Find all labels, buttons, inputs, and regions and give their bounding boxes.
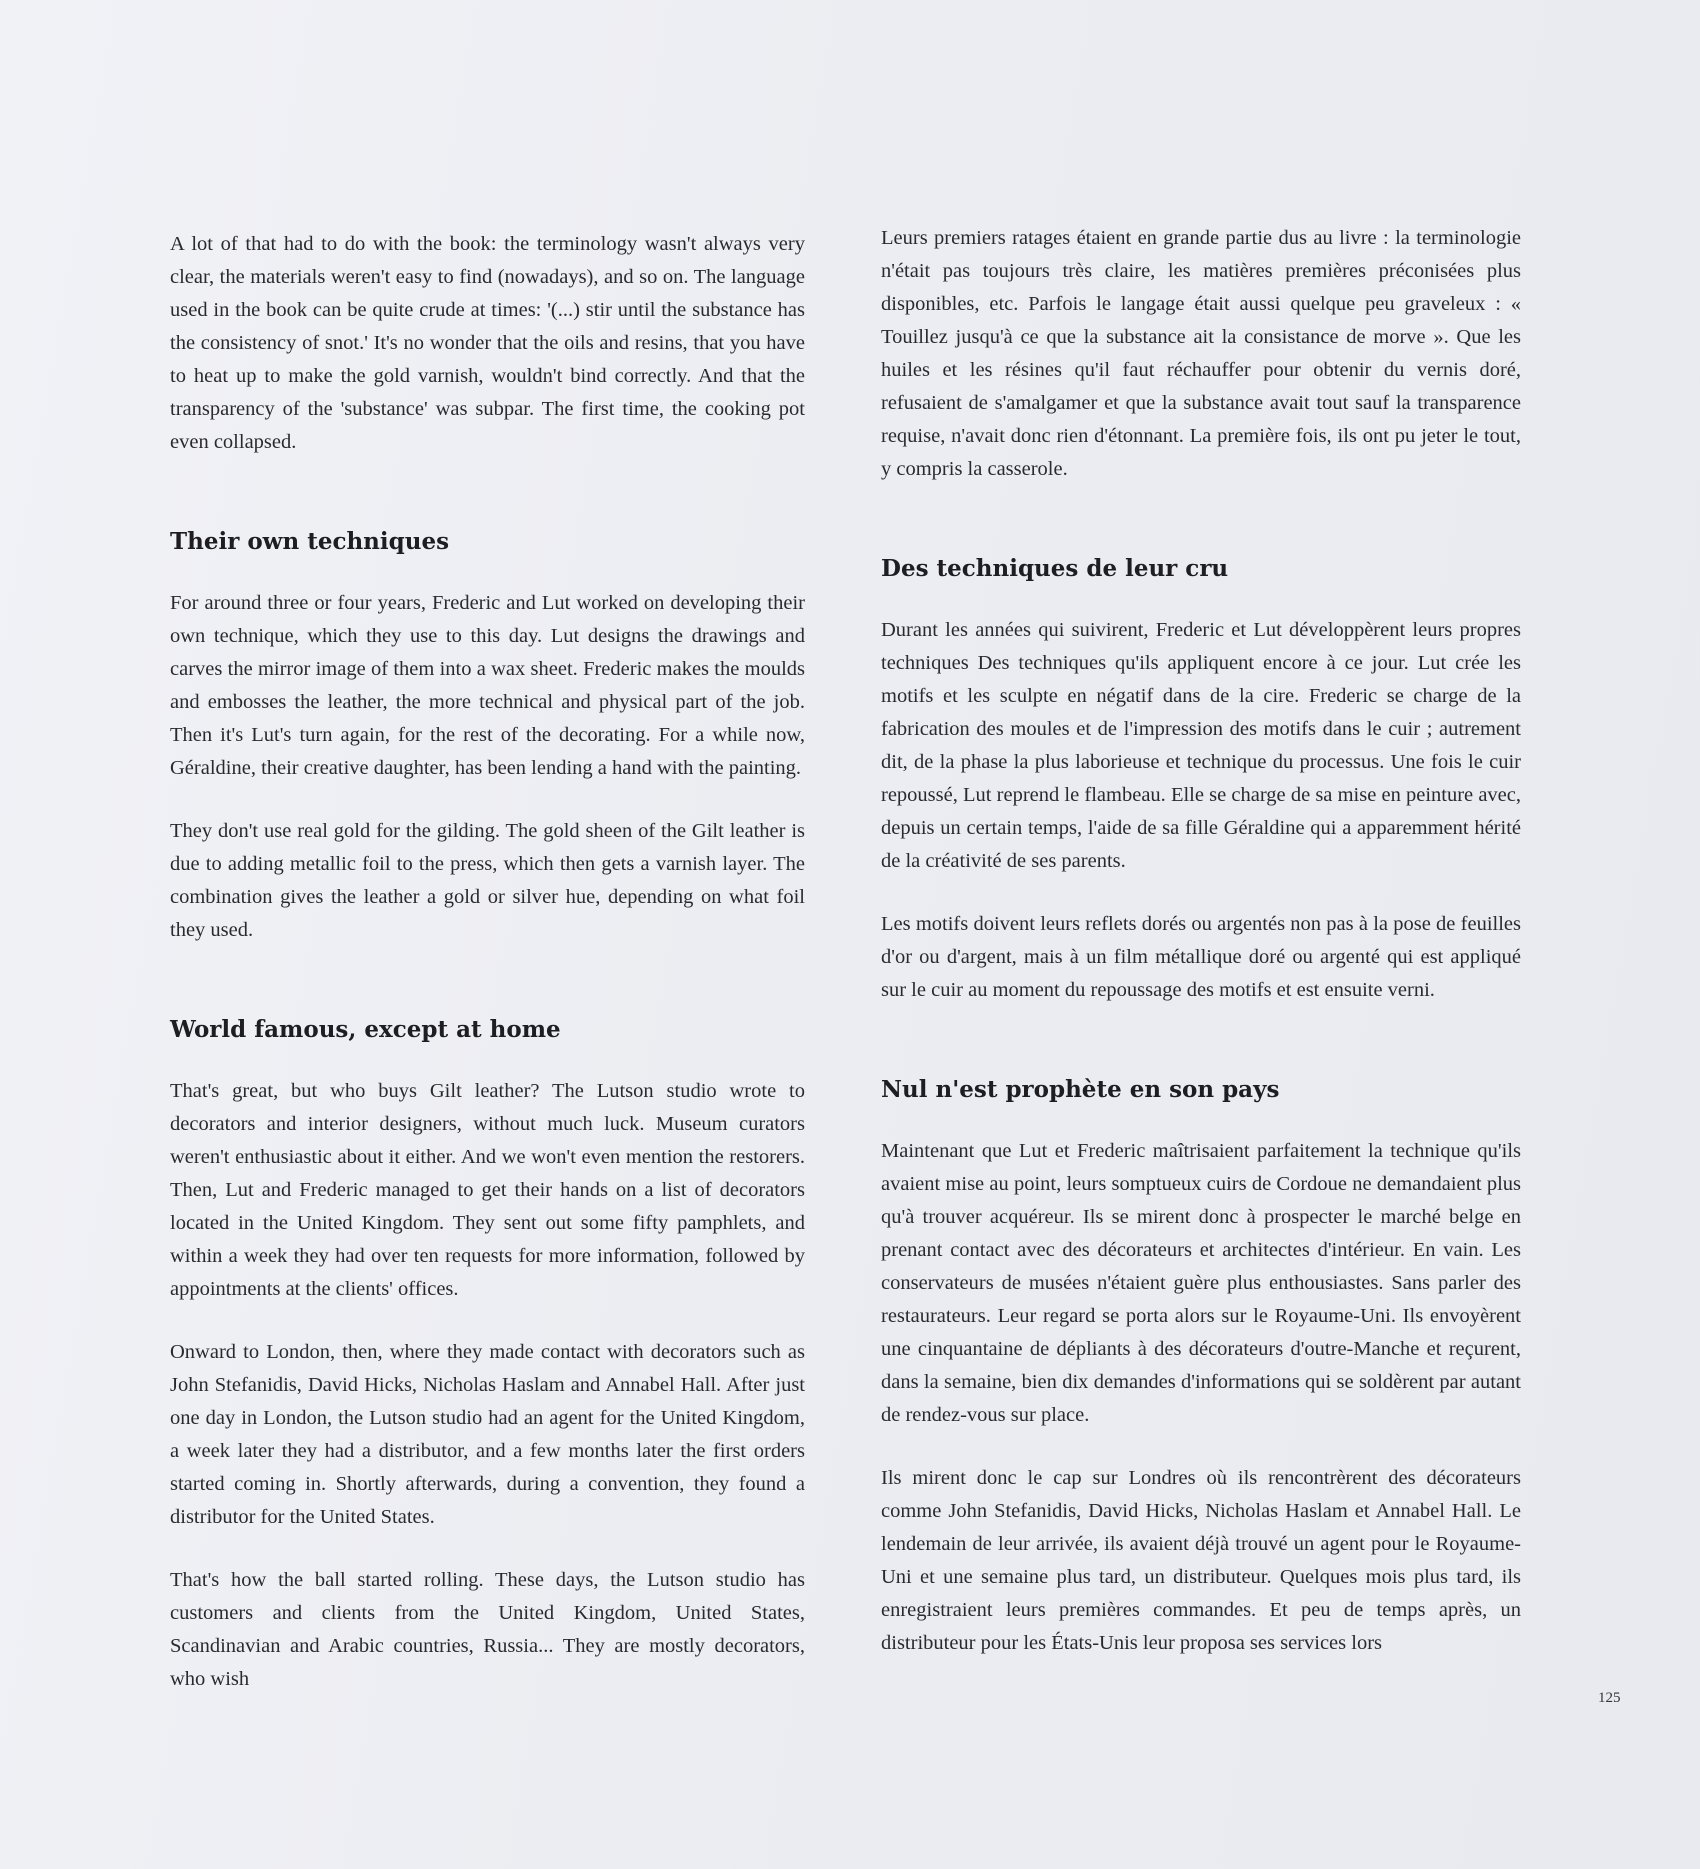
body-paragraph: Maintenant que Lut et Frederic maîtrisaient parfaitement la technique qu'ils avaient mise au point, leurs somptueux cuirs de Cordoue ne demandaient plus qu'à trouver acquéreur. Ils se mirent donc à prospecter le marché belge en prenant contact avec des décorateurs et architectes d'intérieur. En vain. Les conservateurs de musées n'étaient guère plus enthousiastes. Sans parler des restaurateurs. Leur regard se porta alors sur le Royaume-Uni. Ils envoyèrent une cinquantaine de dépliants à des décorateurs d'outre-Manche et reçurent, dans la semaine, bien dix demandes d'informations qui se soldèrent par autant de rendez-vous sur place. [881, 1140, 1521, 1426]
body-paragraph: That's great, but who buys Gilt leather? The Lutson studio wrote to decorators and interior designers, without much luck. Museum curators weren't enthusiastic about it either. And we won't even mention the restorers. Then, Lut and Frederic managed to get their hands on a list of decorators located in the United Kingdom. They sent out some fifty pamphlets, and within a week they had over ten requests for more information, followed by appointments at the clients' offices. [170, 1080, 805, 1300]
section-heading-techniques: Des techniques de leur cru [881, 555, 1229, 582]
body-paragraph: Durant les années qui suivirent, Frederic et Lut développèrent leurs propres techniques Des techniques qu'ils appliquent encore à ce jour. Lut crée les motifs et les sculpte en négatif dans de la cire. Frederic se charge de la fabrication des moules et de l'impression des motifs dans le cuir ; autrement dit, de la phase la plus laborieuse et technique du processus. Une fois le cuir repoussé, Lut reprend le flambeau. Elle se charge de sa mise en peinture avec, depuis un certain temps, l'aide de sa fille Géraldine qui a apparemment hérité de la créativité de ses parents. [881, 619, 1521, 872]
section-heading-world-famous: World famous, except at home [170, 1016, 561, 1043]
intro-paragraph: A lot of that had to do with the book: the terminology wasn't always very clear, the materials weren't easy to find (nowadays), and so on. The language used in the book can be quite crude at times: '(...) stir until the substance has the consistency of snot.' It's no wonder that the oils and resins, that you have to heat up to make the gold varnish, wouldn't bind correctly. And that the transparency of the 'substance' was subpar. The first time, the cooking pot even collapsed. [170, 233, 805, 453]
english-column [170, 228, 805, 1696]
body-paragraph: That's how the ball started rolling. These days, the Lutson studio has customers and clients from the United Kingdom, United States, Scandinavian and Arabic countries, Russia... They are mostly decorators, who wish [170, 1569, 805, 1690]
intro-paragraph: Leurs premiers ratages étaient en grande partie dus au livre : la terminologie n'était pas toujours très claire, les matières premières préconisées plus disponibles, etc. Parfois le langage était aussi quelque peu graveleux : « Touillez jusqu'à ce que la substance ait la consistance de morve ». Que les huiles et les résines qu'il faut réchauffer pour obtenir du vernis doré, refusaient de s'amalgamer et que la substance avait tout sauf la transparence requise, n'avait donc rien d'étonnant. La première fois, ils ont pu jeter le tout, y compris la casserole. [881, 227, 1521, 480]
body-paragraph: For around three or four years, Frederic and Lut worked on developing their own technique, which they use to this day. Lut designs the drawings and carves the mirror image of them into a wax sheet. Frederic makes the moulds and embosses the leather, the more technical and physical part of the job. Then it's Lut's turn again, for the rest of the decorating. For a while now, Géraldine, their creative daughter, has been lending a hand with the painting. [170, 592, 805, 779]
body-paragraph: They don't use real gold for the gilding. The gold sheen of the Gilt leather is due to adding metallic foil to the press, which then gets a varnish layer. The combination gives the leather a gold or silver hue, depending on what foil they used. [170, 820, 805, 941]
page-number: 125 [1598, 1690, 1621, 1706]
body-paragraph: Onward to London, then, where they made contact with decorators such as John Stefanidis, David Hicks, Nicholas Haslam and Annabel Hall. After just one day in London, the Lutson studio had an agent for the United Kingdom, a week later they had a distributor, and a few months later the first orders started coming in. Shortly afterwards, during a convention, they found a distributor for the United States. [170, 1341, 805, 1528]
body-paragraph: Les motifs doivent leurs reflets dorés ou argentés non pas à la pose de feuilles d'or ou d'argent, mais à un film métallique doré ou argenté qui est appliqué sur le cuir au moment du repoussage des motifs et est ensuite verni. [881, 913, 1521, 1001]
section-heading-techniques: Their own techniques [170, 528, 450, 555]
section-heading-prophete: Nul n'est prophète en son pays [881, 1076, 1280, 1103]
french-column [881, 222, 1521, 1660]
body-paragraph: Ils mirent donc le cap sur Londres où ils rencontrèrent des décorateurs comme John Stefanidis, David Hicks, Nicholas Haslam et Annabel Hall. Le lendemain de leur arrivée, ils avaient déjà trouvé un agent pour le Royaume-Uni et une semaine plus tard, un distributeur. Quelques mois plus tard, ils enregistraient leurs premières commandes. Et peu de temps après, un distributeur pour les États-Unis leur proposa ses services lors [881, 1467, 1521, 1654]
